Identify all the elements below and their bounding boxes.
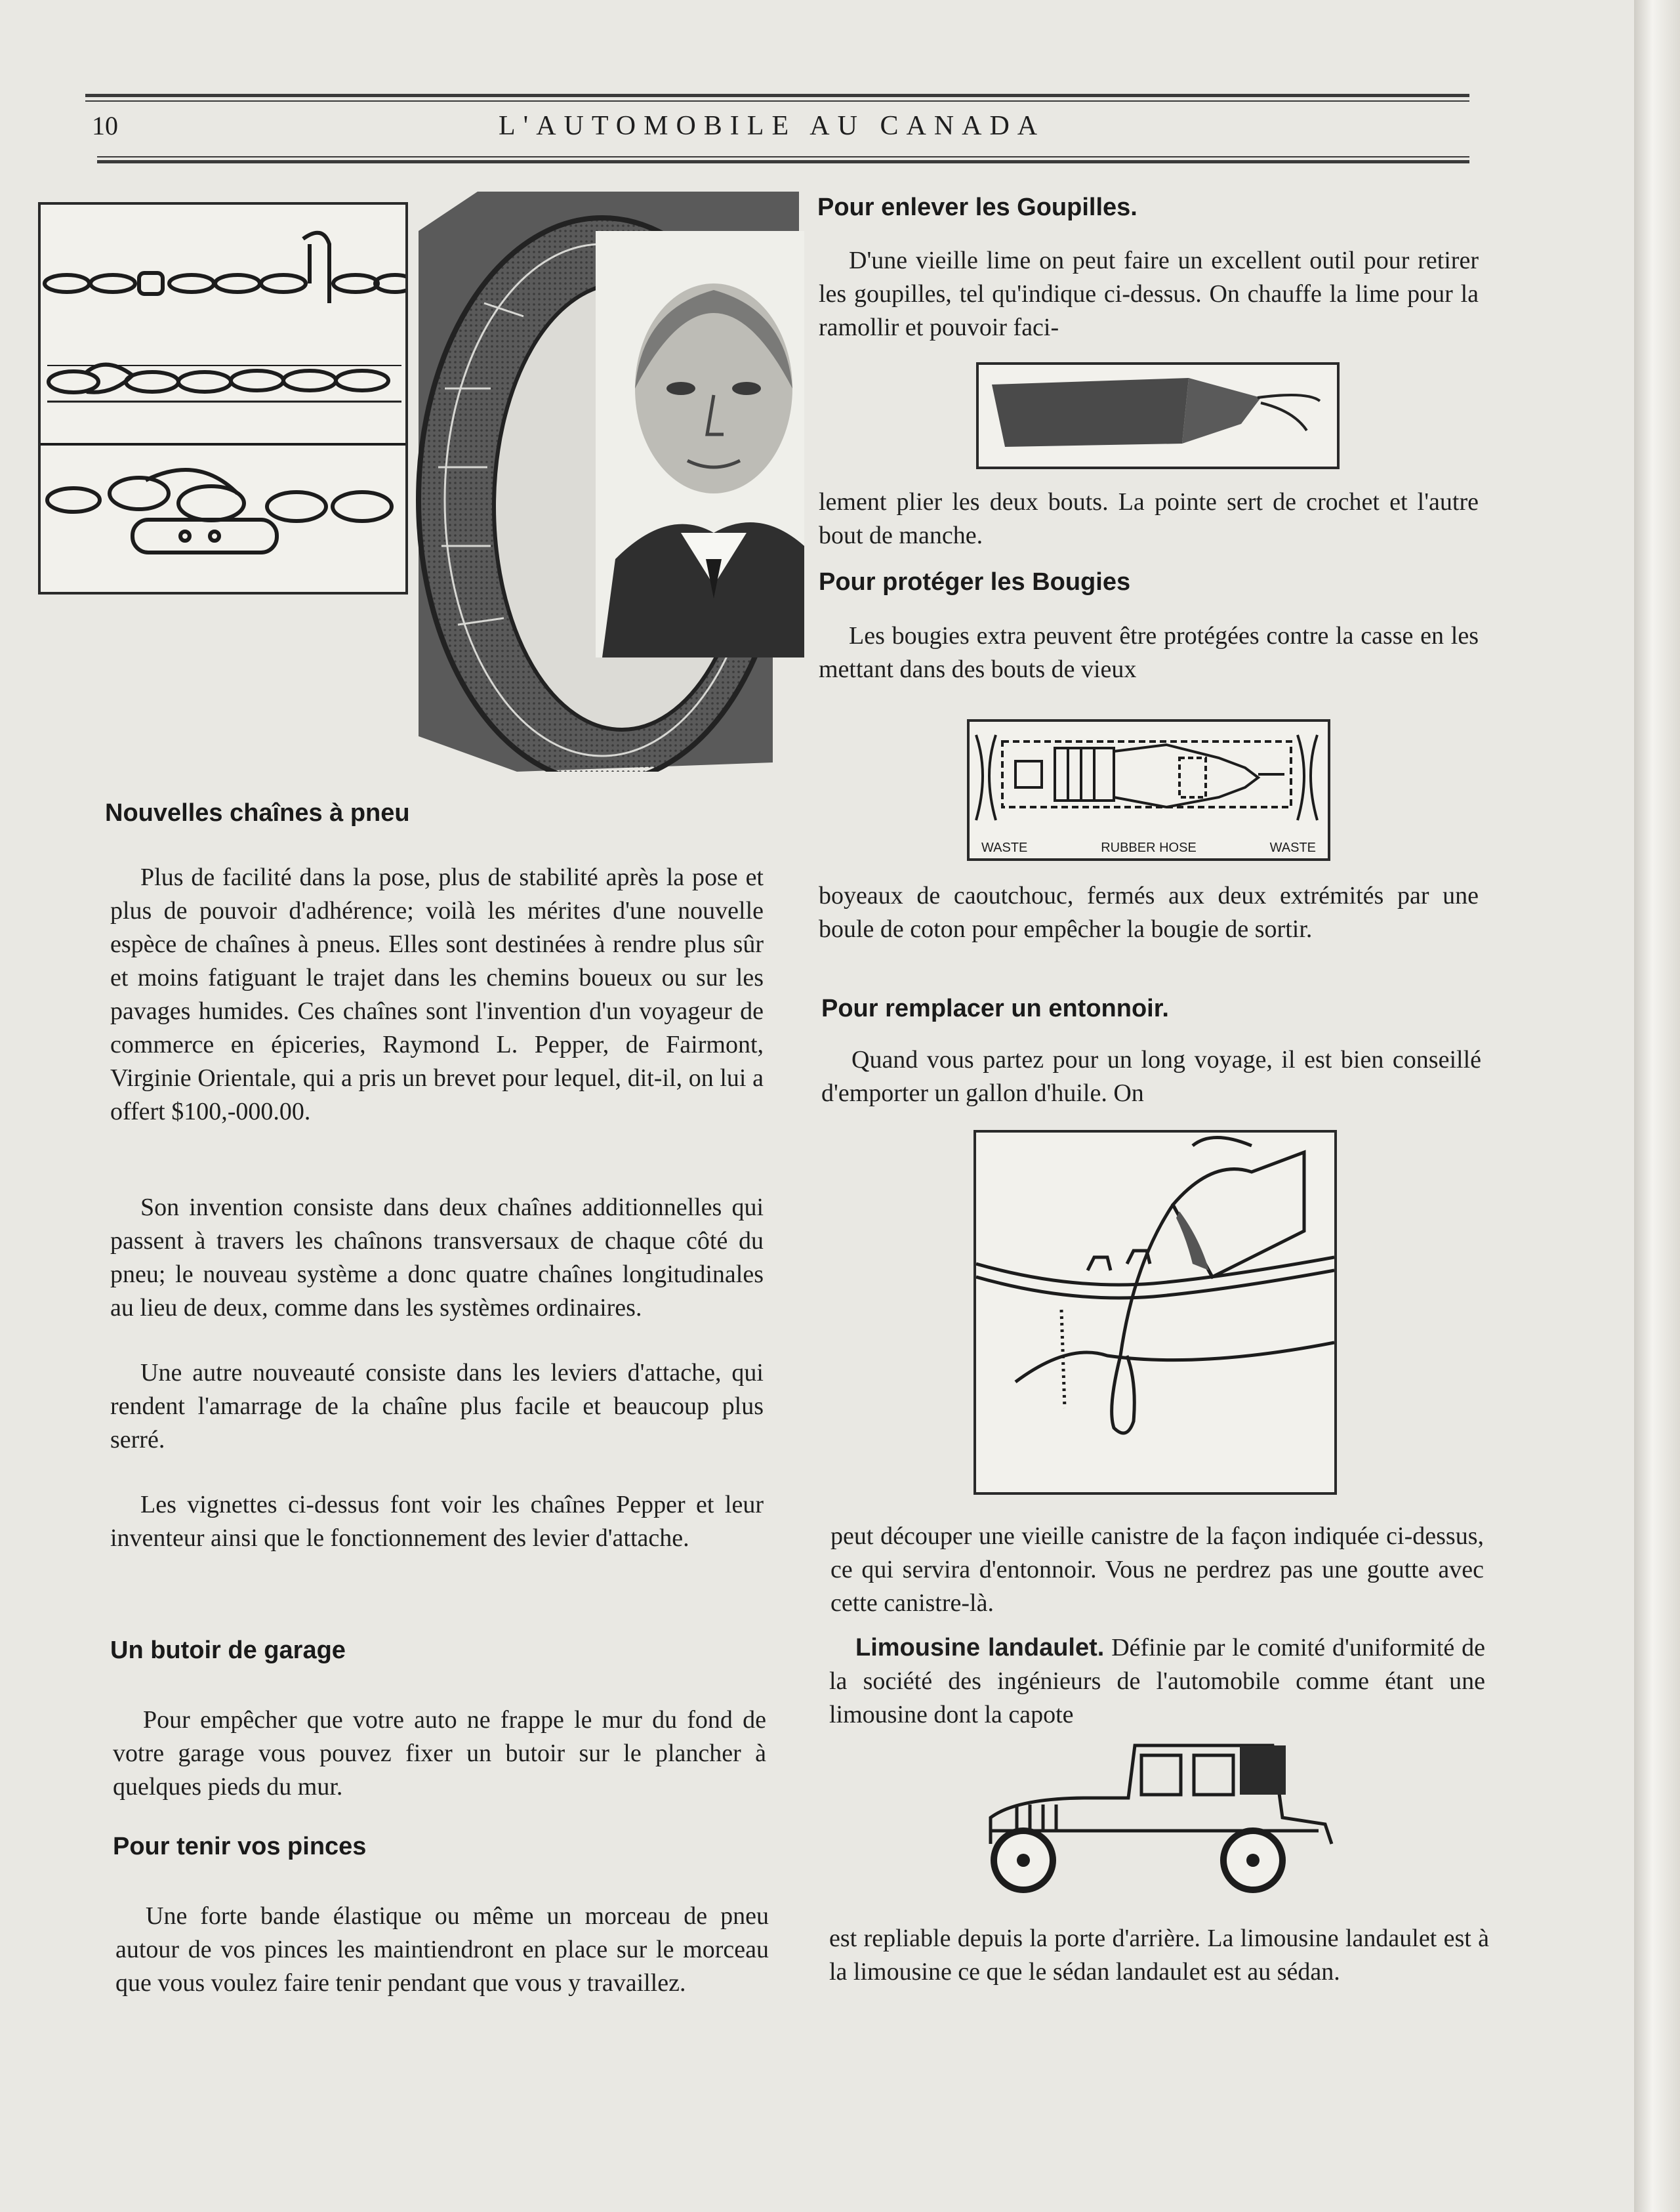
- header-rule-top: [85, 94, 1469, 97]
- header-rule-bottom: [97, 156, 1469, 157]
- heading-remplacer-entonnoir: Pour remplacer un entonnoir.: [821, 995, 1169, 1022]
- heading-tenir-pinces: Pour tenir vos pinces: [113, 1833, 367, 1860]
- limousine-figure: [977, 1732, 1345, 1893]
- paragraph-limousine-1: [829, 1631, 1485, 1732]
- bent-file-illustration: [979, 365, 1337, 467]
- heading-nouvelles-chaines: Nouvelles chaînes à pneu: [105, 799, 410, 827]
- page-edge: [1634, 0, 1680, 2212]
- paragraph-entonnoir-2: peut découper une vieille canistre de la façon indiquée ci-dessus, ce qui servira d'entonnoir. Vous ne perdrez pas une goutte avec cette canistre-là.: [830, 1522, 1484, 1617]
- spark-plug-labels: [970, 841, 1328, 856]
- heading-butoir-garage: Un butoir de garage: [110, 1637, 346, 1664]
- spark-plug-in-hose-illustration: [970, 722, 1328, 833]
- heading-proteger-bougies: Pour protéger les Bougies: [819, 568, 1131, 596]
- tire-and-portrait-illustration: [405, 192, 811, 772]
- chain-links-illustration: [41, 205, 405, 592]
- label-waste-right: WASTE: [1269, 841, 1316, 855]
- paragraph-goupilles-2: lement plier les deux bouts. La pointe sert de crochet et l'autre bout de manche.: [819, 488, 1479, 549]
- file-tool-figure: [976, 362, 1340, 469]
- header-rule-top-thin: [85, 100, 1469, 102]
- page-header: [92, 105, 1469, 144]
- paragraph-bougies-1: Les bougies extra peuvent être protégées contre la casse en les mettant dans des bouts de vieux: [819, 622, 1479, 683]
- paragraph-goupilles-1: D'une vieille lime on peut faire un excellent outil pour retirer les goupilles, tel qu'indique ci-dessus. On chauffe la lime pour la ramollir et pouvoir faci-: [819, 247, 1479, 341]
- limousine-definition-text: Définie par le comité d'uniformité de la société des ingénieurs de l'automobile comme étant une limousine dont la capote: [829, 1634, 1485, 1728]
- paragraph-entonnoir-1: Quand vous partez pour un long voyage, il est bien conseillé d'emporter un gallon d'huile. On: [821, 1046, 1481, 1107]
- spark-plug-figure: [967, 719, 1330, 861]
- paragraph-pinces: Une forte bande élastique ou même un morceau de pneu autour de vos pinces les maintiendront en place sur le morceau que vous voulez faire tenir pendant que vous y travaillez.: [115, 1902, 769, 1997]
- paragraph-limousine-2: est repliable depuis la porte d'arrière. La limousine landaulet est à la limousine ce que le sédan landaulet est au sédan.: [829, 1925, 1489, 1986]
- page-number: 10: [92, 111, 118, 140]
- paragraph-chains-1: Plus de facilité dans la pose, plus de stabilité après la pose et plus de pouvoir d'adhérence; voilà les mérites d'une nouvelle espèce de chaînes à pneus. Elles sont destinées à rendre plus sûr et moins fatiguant le trajet dans les chemins boueux ou sur les pavages humides. Ces chaînes sont l'invention d'un voyageur de commerce en épiceries, Raymond L. Pepper, de Fairmont, Virginie Orientale, qui a pris un brevet pour lequel, dit-il, on lui a offert $100,-000.00.: [110, 864, 764, 1125]
- heading-enlever-goupilles: Pour enlever les Goupilles.: [817, 194, 1137, 221]
- running-title: L'AUTOMOBILE AU CANADA: [499, 111, 1046, 141]
- limousine-landaulet-illustration: [977, 1732, 1345, 1893]
- paragraph-butoir: Pour empêcher que votre auto ne frappe le mur du fond de votre garage vous pouvez fixer un butoir sur le plancher à quelques pieds du mur.: [113, 1706, 766, 1801]
- label-rubber-hose: RUBBER HOSE: [1101, 841, 1197, 855]
- paragraph-bougies-2: boyeaux de caoutchouc, fermés aux deux extrémités par une boule de coton pour empêcher la bougie de sortir.: [819, 882, 1479, 943]
- oil-can-funnel-illustration: [976, 1133, 1334, 1492]
- oil-can-funnel-figure: [973, 1130, 1337, 1495]
- lead-limousine-landaulet: Limousine landaulet.: [855, 1634, 1105, 1661]
- header-rule-bottom-thick: [97, 160, 1469, 163]
- inventor-portrait-figure: [405, 192, 811, 772]
- label-waste-left: WASTE: [981, 841, 1028, 855]
- paragraph-chains-3: Une autre nouveauté consiste dans les leviers d'attache, qui rendent l'amarrage de la chaîne plus facile et beaucoup plus serré.: [110, 1359, 764, 1453]
- chain-diagram-figure: [38, 202, 408, 595]
- paragraph-chains-4: Les vignettes ci-dessus font voir les chaînes Pepper et leur inventeur ainsi que le fonctionnement des levier d'attache.: [110, 1491, 764, 1552]
- paragraph-chains-2: Son invention consiste dans deux chaînes additionnelles qui passent à travers les chaînons transversaux de chaque côté du pneu; le nouveau système a donc quatre chaînes longitudinales au lieu de deux, comme dans les systèmes ordinaires.: [110, 1194, 764, 1322]
